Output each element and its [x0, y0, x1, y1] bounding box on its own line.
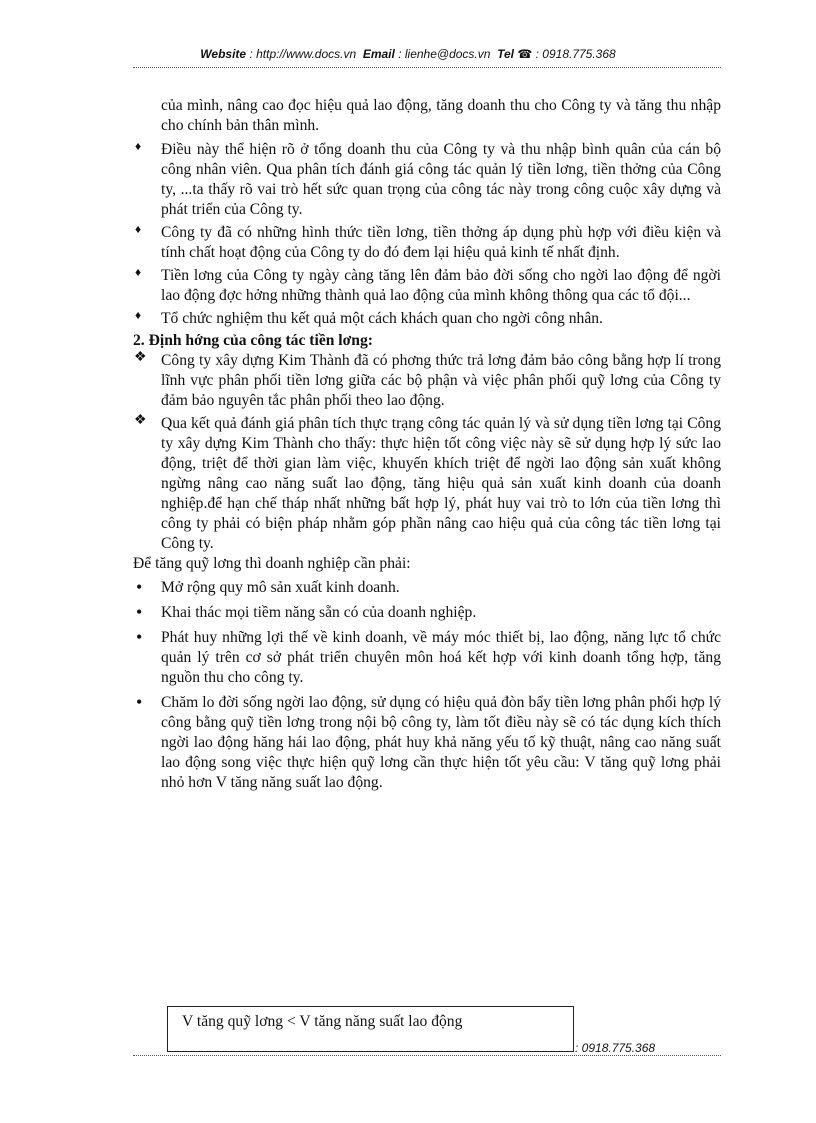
list-item	[133, 351, 721, 411]
lead-in-line: Để tăng quỹ lơng thì doanh nghiệp cần phải:	[133, 555, 411, 572]
list-item-text: Mở rộng quy mô sản xuất kinh doanh.	[161, 579, 400, 596]
intro-paragraph: của mình, nâng cao đọc hiệu quả lao động, tăng doanh thu cho Công ty và tăng thu nhập cho chính bản thân mình.	[161, 97, 721, 134]
page-header	[0, 47, 816, 61]
round-bullet-icon: •	[136, 577, 143, 597]
list-item-text: Công ty đã có những hình thức tiền lơng, tiền thởng áp dụng phù hợp với điều kiện và tính chất hoạt động của Công ty do đó đem lại hiệu quả kinh tế nhất định.	[161, 224, 721, 261]
document-body	[133, 96, 721, 796]
diamond-bullet-icon: ♦	[135, 139, 142, 153]
list-item	[133, 578, 721, 598]
formula-box	[167, 1006, 574, 1052]
list-item-text: Khai thác mọi tiềm năng sẵn có của doanh nghiệp.	[161, 604, 477, 621]
list-item	[133, 693, 721, 793]
email-label: Email	[362, 47, 395, 61]
section-heading: 2. Định hớng của công tác tiền lơng:	[133, 332, 373, 349]
list-item	[133, 266, 721, 306]
list-item	[133, 414, 721, 554]
round-bullet-icon: •	[136, 602, 143, 622]
list-item-text: Tổ chức nghiệm thu kết quả một cách khách quan cho ngời công nhân.	[161, 310, 603, 327]
list-item	[133, 603, 721, 623]
list-item	[133, 628, 721, 688]
list-item	[133, 140, 721, 220]
ornament-bullet-icon: ❖	[134, 350, 147, 365]
email-value: : lienhe@docs.vn	[398, 47, 491, 61]
list-item	[133, 309, 721, 329]
list-item-text: Phát huy những lợi thế về kinh doanh, về máy móc thiết bị, lao động, năng lực tổ chức quản lý trên cơ sở phát triển chuyên môn hoá kết hợp với kinh doanh tổng hợp, tăng nguồn thu cho công ty.	[161, 629, 721, 686]
footer-rule	[133, 1055, 721, 1056]
tel-label: Tel ☎	[497, 47, 533, 61]
diamond-bullet-icon: ♦	[135, 222, 142, 236]
list-item-text: Tiền lơng của Công ty ngày càng tăng lên đảm bảo đời sống cho ngời lao động để ngời lao động đợc hởng những thành quả lao động của mình không thông qua các tổ đội...	[161, 267, 721, 304]
header-rule	[133, 67, 721, 68]
website-value: : http://www.docs.vn	[249, 47, 357, 61]
list-item-text: Điều này thể hiện rõ ở tổng doanh thu của Công ty và thu nhập bình quân của cán bộ công nhân viên. Qua phân tích đánh giá công tác quản lý tiền lơng, tiền thởng của Công ty, ...ta thấy rõ vai trò hết sức quan trọng của công tác này trong công cuộc xây dựng và phát triển của Công ty.	[161, 141, 721, 218]
list-item-text: Công ty xây dựng Kim Thành đã có phơng thức trả lơng đảm bảo công bằng hợp lí trong lĩnh vực phân phối tiền lơng giữa các bộ phận và việc phân phối quỹ lơng của Công ty đảm bảo nguyên tắc phân phối theo lao động.	[161, 352, 721, 409]
diamond-bullet-icon: ♦	[135, 308, 142, 322]
tel-value: : 0918.775.368	[535, 47, 616, 61]
formula-text: V tăng quỹ lơng < V tăng năng suất lao động	[182, 1013, 463, 1030]
diamond-bullet-icon: ♦	[135, 265, 142, 279]
list-item-text: Chăm lo đời sống ngời lao động, sử dụng có hiệu quả đòn bẩy tiền lơng phân phối hợp lý công bằng quỹ tiền lơng trong nội bộ công ty, làm tốt điều này sẽ có tác dụng kích thích ngời lao động hăng hái lao động, phát huy khả năng yếu tố kỹ thuật, nâng cao năng suất lao động song việc thực hiện quỹ lơng cần thực hiện tốt yêu cầu: V tăng quỹ lơng phải nhỏ hơn V tăng năng suất lao động.	[161, 694, 721, 791]
round-bullet-icon: •	[136, 692, 143, 712]
round-bullet-icon: •	[136, 627, 143, 647]
website-label: Website	[200, 47, 247, 61]
list-item-text: Qua kết quả đánh giá phân tích thực trạng công tác quản lý và sử dụng tiền lơng tại Công ty xây dựng Kim Thành cho thấy: thực hiện tốt công việc này sẽ sử dụng hợp lý sức lao động, triệt để thời gian làm việc, khuyến khích triệt để ngời lao động sản xuất không ngừng nâng cao năng suất lao động, tăng hiệu quả sản xuất kinh doanh của doanh nghiệp.để hạn chế tháp nhất những bất hợp lý, phát huy vai trò to lớn của tiền lơng thì công ty phải có biện pháp nhằm góp phần nâng cao hiệu quả của công tác tiền lơng tại Công ty.	[161, 415, 721, 552]
footer-phone: : 0918.775.368	[575, 1041, 656, 1055]
list-item	[133, 223, 721, 263]
ornament-bullet-icon: ❖	[134, 413, 147, 428]
